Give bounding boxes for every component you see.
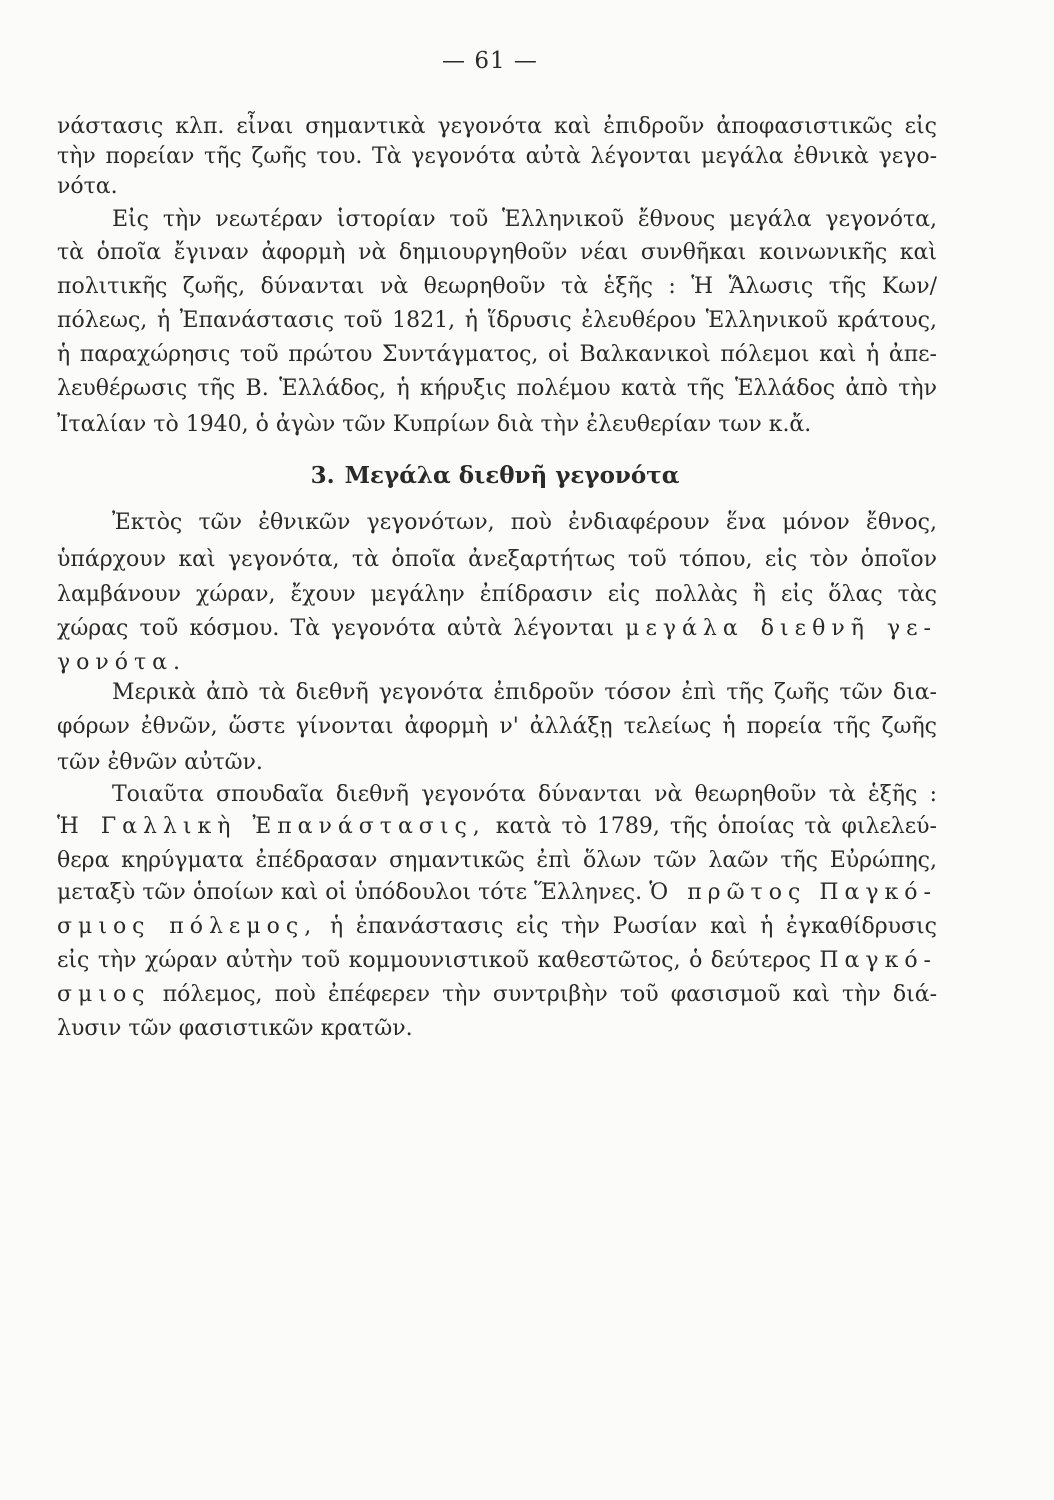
text-line: τῶν ἐθνῶν αὐτῶν.	[57, 750, 263, 775]
emphasized-term: Παγκό-	[819, 948, 937, 973]
text-line: πόλεως, ἡ Ἐπανάστασις τοῦ 1821, ἡ ἵδρυσις ἐλευθέρου Ἑλληνικοῦ κράτους,	[57, 308, 937, 333]
text-line: Τοιαῦτα σπουδαῖα διεθνῆ γεγονότα δύνανται νὰ θεωρηθοῦν τὰ ἑξῆς :	[112, 782, 937, 807]
section-number: 3.	[310, 462, 335, 489]
text-line: Ἐκτὸς τῶν ἐθνικῶν γεγονότων, ποὺ ἐνδιαφέρουν ἕνα μόνον ἔθνος,	[112, 510, 937, 535]
emphasized-term: σμιος	[57, 982, 151, 1007]
text-line	[57, 912, 937, 942]
text-line: πολιτικῆς ζωῆς, δύνανται νὰ θεωρηθοῦν τὰ ἑξῆς : Ἡ Ἅλωσις τῆς Κων/	[57, 274, 937, 299]
text-line: φόρων ἐθνῶν, ὥστε γίνονται ἀφορμὴ ν' ἀλλάξῃ τελείως ἡ πορεία τῆς ζωῆς	[57, 714, 937, 739]
text-line: Εἰς τὴν νεωτέραν ἱστορίαν τοῦ Ἑλληνικοῦ ἔθνους μεγάλα γεγονότα,	[112, 207, 937, 232]
text-line: τὰ ὁποῖα ἔγιναν ἀφορμὴ νὰ δημιουργηθοῦν νέαι συνθῆκαι κοινωνικῆς καὶ	[57, 240, 937, 265]
text-line: θερα κηρύγματα ἐπέδρασαν σημαντικῶς ἐπὶ ὅλων τῶν λαῶν τῆς Εὐρώπης,	[57, 848, 937, 873]
text-line	[57, 614, 937, 644]
text-segment: εἰς τὴν χώραν αὐτὴν τοῦ κομμουνιστικοῦ καθεστῶτος, ὁ δεύτερος	[57, 948, 820, 973]
text-segment: χώρας τοῦ κόσμου. Τὰ γεγονότα αὐτὰ λέγονται	[57, 616, 626, 641]
text-line: λυσιν τῶν φασιστικῶν κρατῶν.	[57, 1016, 413, 1041]
text-line: νότα.	[57, 174, 118, 199]
text-line: νάστασις κλπ. εἶναι σημαντικὰ γεγονότα καὶ ἐπιδροῦν ἀποφασιστικῶς εἰς	[57, 114, 937, 139]
text-segment: μεταξὺ τῶν ὁποίων καὶ οἱ ὑπόδουλοι τότε Ἕλληνες.	[57, 880, 650, 905]
text-line	[57, 980, 937, 1010]
text-line: ὑπάρχουν καὶ γεγονότα, τὰ ὁποῖα ἀνεξαρτήτως τοῦ τόπου, εἰς τὸν ὁποῖον	[57, 547, 937, 572]
emphasized-term: Ἡ Γαλλικὴ Ἐπανάστασις,	[57, 814, 486, 839]
text-segment: πόλεμος, ποὺ ἐπέφερεν τὴν συντριβὴν τοῦ φασισμοῦ καὶ τὴν διά-	[150, 982, 937, 1007]
emphasized-term: μεγάλα διεθνῆ γε-	[625, 616, 937, 641]
text-line: Ἰταλίαν τὸ 1940, ὁ ἀγὼν τῶν Κυπρίων διὰ τὴν ἐλευθερίαν των κ.ἄ.	[57, 412, 812, 437]
text-line: λευθέρωσις τῆς Β. Ἑλλάδος, ἡ κήρυξις πολέμου κατὰ τῆς Ἑλλάδος ἀπὸ τὴν	[57, 376, 937, 401]
emphasized-term: γονότα.	[57, 650, 187, 675]
text-line	[57, 946, 937, 976]
page-number: — 61 —	[442, 48, 538, 74]
text-line: Μερικὰ ἀπὸ τὰ διεθνῆ γεγονότα ἐπιδροῦν τόσον ἐπὶ τῆς ζωῆς τῶν δια-	[112, 680, 937, 705]
emphasized-term: σμιος πόλεμος,	[57, 914, 318, 939]
section-title: Μεγάλα διεθνῆ γεγονότα	[344, 462, 680, 489]
text-segment: ἡ ἐπανάστασις εἰς τὴν Ρωσίαν καὶ ἡ ἐγκαθίδρυσις	[317, 914, 937, 939]
text-line: ἡ παραχώρησις τοῦ πρώτου Συντάγματος, οἱ Βαλκανικοὶ πόλεμοι καὶ ἡ ἀπε-	[57, 342, 937, 367]
text-line: τὴν πορείαν τῆς ζωῆς του. Τὰ γεγονότα αὐτὰ λέγονται μεγάλα ἐθνικὰ γεγο-	[57, 144, 937, 169]
text-line	[57, 812, 937, 842]
section-heading	[0, 460, 990, 492]
text-line	[57, 878, 937, 908]
text-segment: κατὰ τὸ 1789, τῆς ὁποίας τὰ φιλελεύ-	[485, 814, 937, 839]
emphasized-term: Ὁ πρῶτος Παγκό-	[649, 880, 937, 905]
text-line: λαμβάνουν χώραν, ἔχουν μεγάλην ἐπίδρασιν εἰς πολλὰς ἢ εἰς ὅλας τὰς	[57, 582, 937, 607]
